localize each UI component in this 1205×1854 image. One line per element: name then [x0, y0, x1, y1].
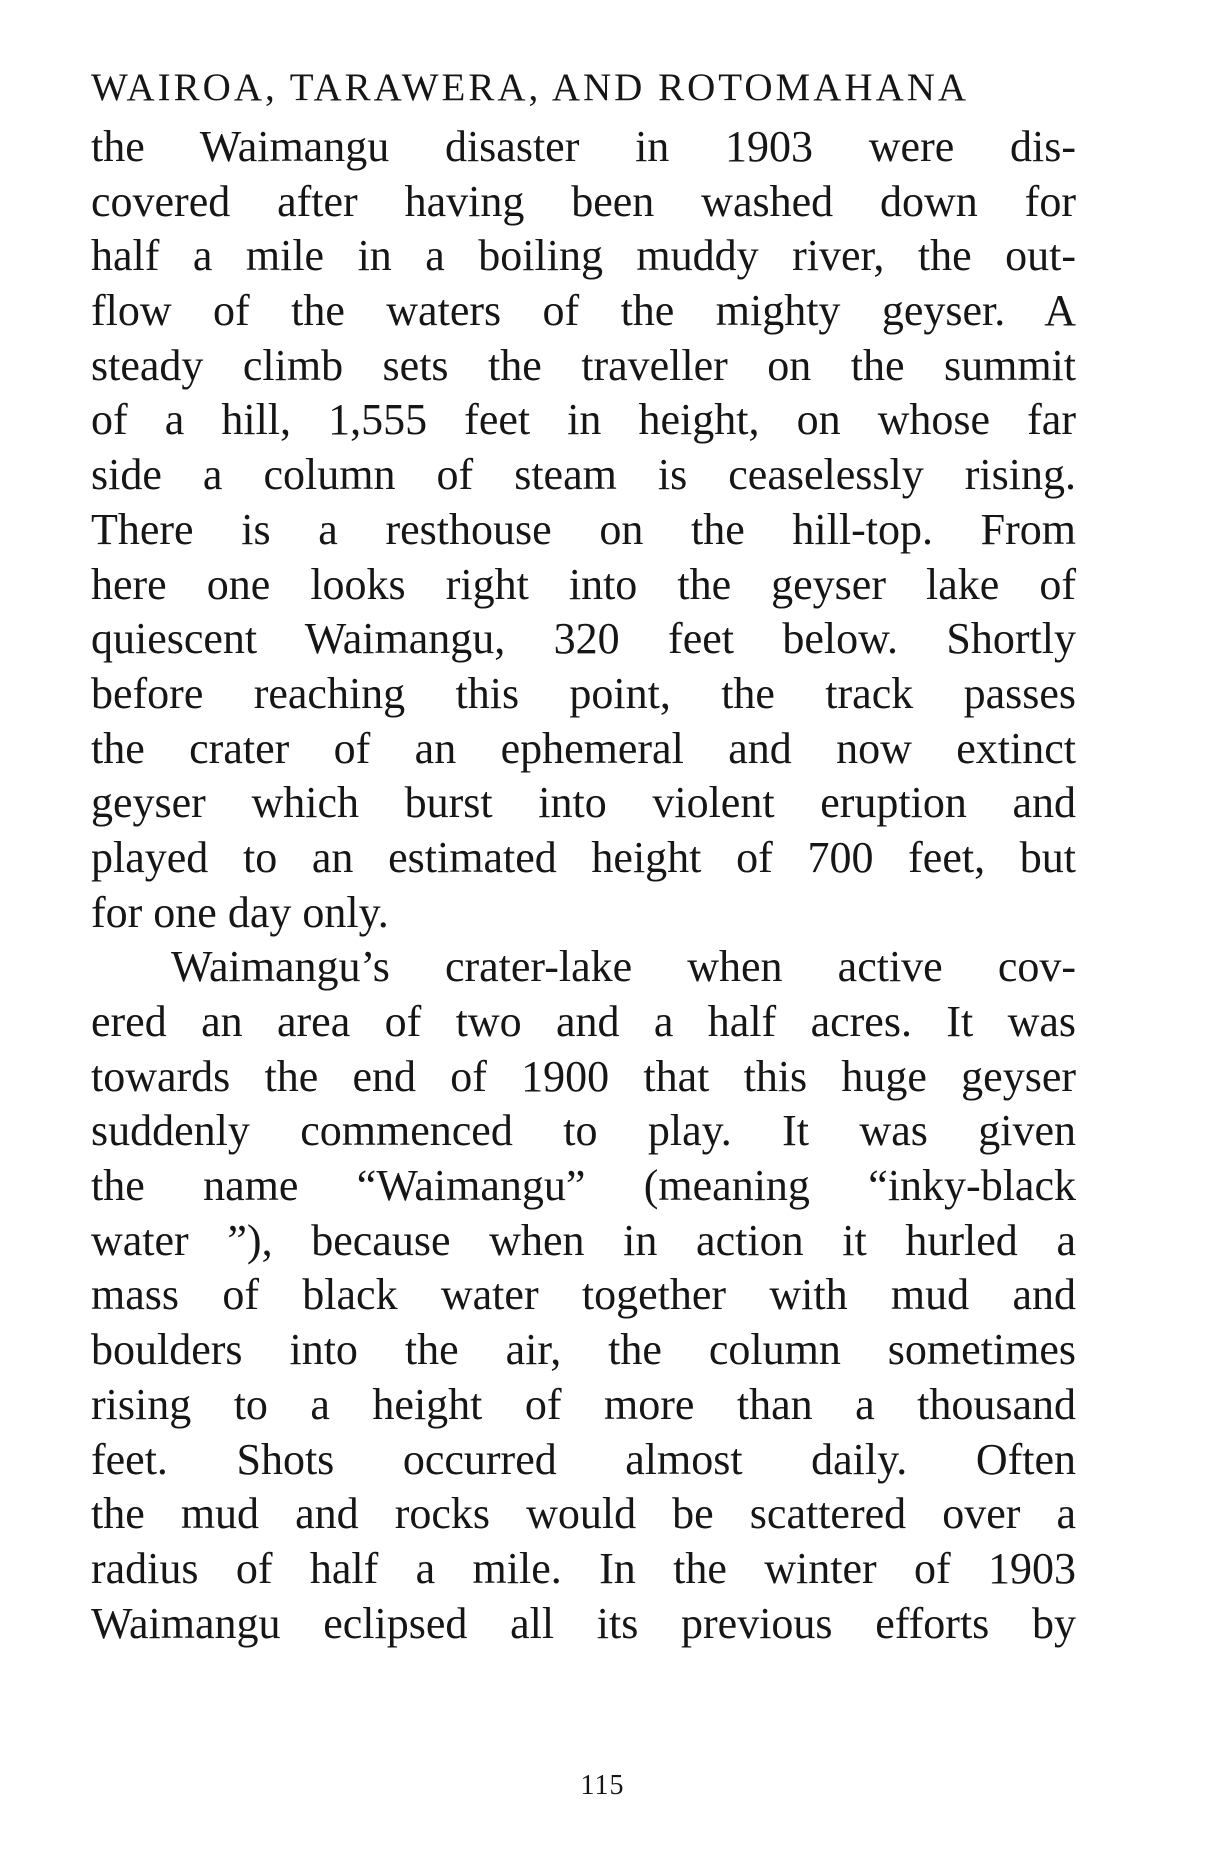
text-line: steady climb sets the traveller on the summit [91, 340, 1076, 390]
text-line: ered an area of two and a half acres. It was [91, 997, 1076, 1046]
text-line: Waimangu’s crater-lake when active cov- [171, 942, 1076, 992]
text-line: There is a resthouse on the hill-top. From [91, 504, 1076, 554]
text-line: before reaching this point, the track passes [91, 668, 1076, 718]
text-line: here one looks right into the geyser lake of [91, 559, 1076, 609]
text-line: feet. Shots occurred almost daily. Often [91, 1434, 1076, 1484]
paragraph-1 [91, 120, 1076, 940]
text-line: side a column of steam is ceaselessly rising. [91, 450, 1076, 500]
text-line: the mud and rocks would be scattered over a [91, 1489, 1076, 1539]
text-line: the Waimangu disaster in 1903 were dis- [91, 122, 1076, 171]
page-number: 115 [580, 1770, 625, 1801]
text-line: Waimangu eclipsed all its previous efforts by [91, 1598, 1076, 1648]
text-line: flow of the waters of the mighty geyser. A [91, 286, 1076, 336]
text-line: played to an estimated height of 700 feet, but [91, 832, 1076, 882]
text-line: water ”), because when in action it hurled a [91, 1215, 1076, 1265]
text-line: rising to a height of more than a thousand [91, 1379, 1076, 1429]
text-line: suddenly commenced to play. It was given [91, 1106, 1076, 1156]
text-line: quiescent Waimangu, 320 feet below. Shortly [91, 614, 1076, 664]
text-line: the crater of an ephemeral and now extinct [91, 723, 1076, 773]
text-line: radius of half a mile. In the winter of 1903 [91, 1543, 1076, 1593]
text-line: covered after having been washed down for [91, 176, 1076, 226]
paragraph-2 [91, 940, 1076, 1651]
text-line: of a hill, 1,555 feet in height, on whose far [91, 395, 1076, 445]
text-line: for one day only. [91, 887, 389, 937]
text-line: half a mile in a boiling muddy river, the out- [91, 231, 1076, 281]
text-line: the name “Waimangu” (meaning “inky-black [91, 1161, 1076, 1211]
text-line: boulders into the air, the column sometimes [91, 1325, 1076, 1375]
text-line: geyser which burst into violent eruption and [91, 778, 1076, 828]
text-line: towards the end of 1900 that this huge geyser [91, 1051, 1076, 1101]
text-line: mass of black water together with mud and [91, 1270, 1076, 1320]
book-page [91, 60, 1076, 1651]
running-head: WAIROA, TARAWERA, AND ROTOMAHANA [91, 66, 970, 109]
